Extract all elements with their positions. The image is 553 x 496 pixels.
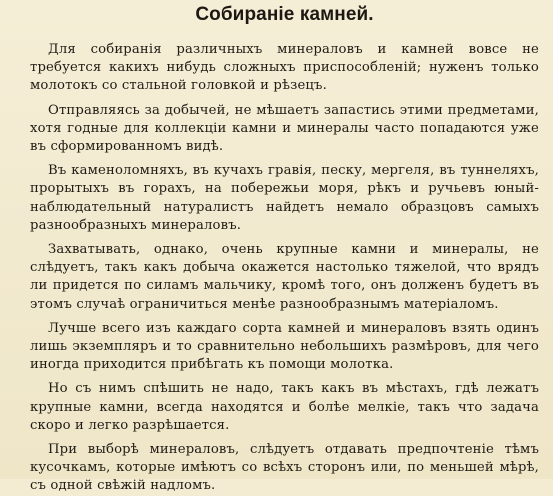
- paragraph-1: Для собиранія различныхъ минераловъ и камней вовсе не требуется какихъ нибудь сложныхъ приспособленій; нуженъ только молотокъ со стальной головкой и рѣзецъ.: [30, 42, 539, 94]
- paragraph-5: Лучше всего изъ каждаго сорта камней и минераловъ взять одинъ лишь экземпляръ и то сравнительно небольшихъ размѣровъ, для чего иногда приходится прибѣгать къ помощи молотка.: [30, 320, 539, 373]
- paragraph-4: Захватывать, однако, очень крупные камни и минералы, не слѣдуетъ, такъ какъ добыча окажется настолько тяжелой, что врядъ ли придется по силамъ мальчику, кромѣ того, онъ долженъ будетъ въ этомъ случаѣ ограничиться менѣе разнообразнымъ матеріаломъ.: [30, 242, 539, 312]
- page-title: Собираніе камней.: [195, 4, 374, 25]
- paragraph-2: Отправляясь за добычей, не мѣшаетъ запастись этими предметами, хотя годные для коллекціи камни и минералы часто попадаются уже въ сформированномъ видѣ.: [30, 102, 539, 155]
- paragraph-6: Но съ нимъ спѣшить не надо, такъ какъ въ мѣстахъ, гдѣ лежатъ крупные камни, всегда находятся и болѣе мелкіе, такъ что задача скоро и легко разрѣшается.: [30, 381, 539, 433]
- paragraph-7: При выборѣ минераловъ, слѣдуетъ отдавать предпочтеніе тѣмъ кусочкамъ, которые имѣютъ со всѣхъ сторонъ или, по меньшей мѣрѣ, съ одной свѣжій надломъ.: [30, 442, 539, 494]
- paragraph-3: Въ каменоломняхъ, въ кучахъ гравія, песку, мергеля, въ туннеляхъ, прорытыхъ въ горахъ, на побережьи моря, рѣкъ и ручьевъ юный-наблюдательный натуралистъ найдетъ немало образцовъ самыхъ разнообразныхъ минераловъ.: [30, 163, 539, 233]
